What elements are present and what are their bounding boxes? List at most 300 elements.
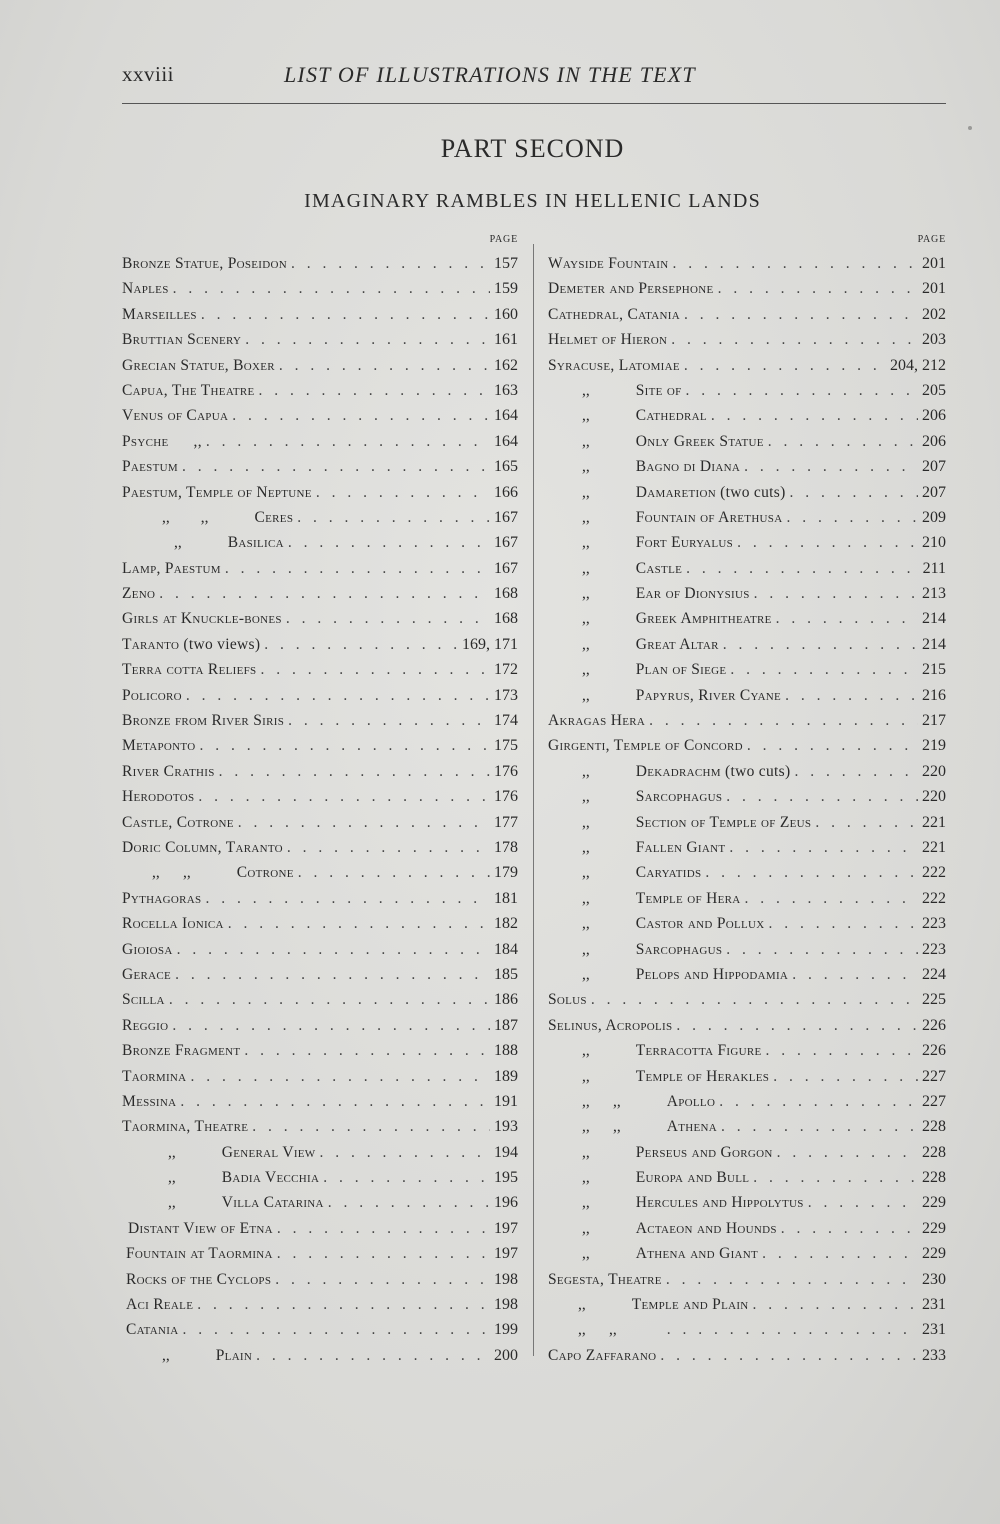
page-number: 222 [922,889,946,907]
page-number: 220 [922,762,946,780]
illustration-entry [122,581,518,606]
illustration-entry [548,1089,946,1114]
dot-leader [747,733,918,758]
dot-leader [762,1241,918,1266]
dot-leader [205,886,490,911]
dot-leader [287,835,490,860]
entry-label: Perseus and Gorgon [635,1143,773,1161]
illustration-entry [122,683,518,708]
ditto-mark: ,, [582,762,590,780]
illustration-entry [548,1013,946,1038]
illustration-entry [122,1343,518,1368]
illustration-entry [548,251,946,276]
dot-leader [726,937,918,962]
page-number: 222 [922,864,946,882]
entry-label: Herodotos [122,788,195,806]
page-number: 233 [922,1346,946,1364]
ditto-mark: ,, [582,381,590,399]
entry-label: Castle [635,559,683,577]
illustration-entry [122,962,518,987]
dot-leader [206,429,490,454]
dot-leader [773,1064,918,1089]
entry-label: Villa Catarina [221,1194,324,1212]
page-number: 226 [922,1016,946,1034]
entry-label: Marseilles [122,305,197,323]
page-number: 221 [922,813,946,831]
dot-leader [288,530,490,555]
dot-leader [225,556,490,581]
page-number: 166 [494,483,518,501]
page-folio: xxviii [122,62,175,86]
dot-leader [323,1165,490,1190]
entry-label: Ear of Dionysius [635,585,750,603]
entry-label: Badia Vecchia [221,1169,320,1187]
illustration-entry [122,429,518,454]
entry-label: Aci Reale [126,1296,194,1314]
dot-leader [591,987,918,1012]
dot-leader [754,581,918,606]
dot-leader [672,251,918,276]
ditto-mark: ,, [168,1143,176,1161]
illustration-entry [122,1064,518,1089]
illustration-entry [122,657,518,682]
page-number: 215 [922,661,946,679]
page-number: 178 [494,838,518,856]
dot-leader [238,810,490,835]
dot-leader [319,1140,490,1165]
page-number: 198 [494,1270,518,1288]
running-title: LIST OF ILLUSTRATIONS IN THE TEXT [284,62,696,87]
ditto-mark: ,, [582,788,590,806]
dot-leader [808,1190,918,1215]
ditto-mark: ,, [162,1346,170,1364]
dot-leader [718,276,918,301]
page-number: 201 [922,280,946,298]
illustration-entry [548,1241,946,1266]
ditto-mark: ,, [582,661,590,679]
dot-leader [183,1317,491,1342]
dot-leader [686,556,918,581]
dot-leader [228,911,490,936]
entry-label: Terracotta Figure [635,1042,762,1060]
entry-label: Doric Column, Taranto [122,838,283,856]
dot-leader [198,784,490,809]
dot-leader [753,1165,918,1190]
entry-label: River Crathis [122,762,215,780]
dot-leader [790,480,918,505]
column-divider [533,244,534,1356]
ditto-mark: ,, [582,1042,590,1060]
dot-leader [159,581,490,606]
entry-label: Damaretion (two cuts) [635,483,786,501]
dot-leader [297,505,490,530]
page-number: 217 [922,712,946,730]
illustration-entry [122,1013,518,1038]
entry-label: Girgenti, Temple of Concord [548,737,743,755]
illustration-entry [122,1089,518,1114]
page-number: 197 [494,1219,518,1237]
illustration-entry [548,1317,946,1342]
page-number: 229 [922,1194,946,1212]
ditto-mark: ,, ,, [578,1321,617,1339]
entry-label: Castor and Pollux [635,915,765,933]
illustration-entry [122,1216,518,1241]
illustration-entry [548,1114,946,1139]
illustration-entry [548,606,946,631]
illustration-entry [122,886,518,911]
illustration-entry [548,733,946,758]
page-number: 176 [494,762,518,780]
dot-leader [286,606,490,631]
page-number: 182 [494,915,518,933]
illustration-entry [122,378,518,403]
dot-leader [232,403,490,428]
page-number: 231 [922,1296,946,1314]
illustration-entry [548,1190,946,1215]
dot-leader [177,937,490,962]
dot-leader [298,860,490,885]
entry-label: Pythagoras [122,889,202,907]
page-number: 167 [494,508,518,526]
illustration-entry [122,403,518,428]
ditto-mark: ,, [582,610,590,628]
page-number: 229 [922,1219,946,1237]
illustration-entry [122,556,518,581]
illustration-entry [548,1343,946,1368]
illustration-entry [122,987,518,1012]
entry-label: Grecian Statue, Boxer [122,356,275,374]
entry-label: Sarcophagus [635,940,723,958]
illustration-entry [122,1317,518,1342]
entry-label: Cathedral [635,407,707,425]
entry-label: Bronze from River Siris [122,712,285,730]
entry-label: Paestum, Temple of Neptune [122,483,312,501]
entry-label: Policoro [122,686,182,704]
dot-leader [711,403,918,428]
illustration-entry [548,505,946,530]
entry-label: Messina [122,1092,177,1110]
entry-label: Caryatids [635,864,702,882]
illustration-entry [122,505,518,530]
illustration-entry [122,606,518,631]
entry-label: Only Greek Statue [635,432,764,450]
page-number: 221 [922,838,946,856]
dot-leader [186,683,490,708]
dot-leader [173,276,490,301]
entry-label: Castle, Cotrone [122,813,234,831]
entry-label: Temple of Herakles [635,1067,770,1085]
illustration-entry [122,759,518,784]
page-number: 207 [922,483,946,501]
page-number: 168 [494,610,518,628]
dot-leader [744,454,918,479]
page-number: 196 [494,1194,518,1212]
page-number: 214 [922,610,946,628]
dot-leader [753,1292,918,1317]
illustration-entry [548,784,946,809]
illustration-entry [122,480,518,505]
paper-speck [968,126,972,130]
illustration-entry [548,1140,946,1165]
illustration-entry [548,1292,946,1317]
dot-leader [288,708,490,733]
dot-leader [175,962,490,987]
page-number: 206 [922,432,946,450]
illustration-entry [122,1190,518,1215]
ditto-mark: ,, [582,534,590,552]
entry-label: Apollo [666,1092,716,1110]
illustration-entry [548,276,946,301]
page-number: 191 [494,1092,518,1110]
entry-label: Reggio [122,1016,169,1034]
illustration-entry [122,1140,518,1165]
entry-label: Wayside Fountain [548,255,669,272]
dot-leader [190,1064,490,1089]
illustration-entry [548,302,946,327]
page-number: 209 [922,508,946,526]
illustration-entry [548,429,946,454]
entry-label: Rocella Ionica [122,915,224,933]
illustration-entry [122,276,518,301]
entry-label: Athena [666,1118,718,1136]
illustration-entry [548,403,946,428]
page-number: 176 [494,788,518,806]
entry-label: Plain [215,1346,253,1364]
entry-label: Selinus, Acropolis [548,1016,673,1034]
illustration-entry [122,911,518,936]
right-illustration-list [548,251,946,1368]
ditto-mark: ,, [582,1194,590,1212]
ditto-mark: ,, [582,1219,590,1237]
ditto-mark: ,, [582,838,590,856]
right-column [548,233,946,1368]
ditto-mark: ,, [582,559,590,577]
illustration-entry [122,1165,518,1190]
dot-leader [744,886,918,911]
ditto-mark: ,, ,, [582,1118,621,1136]
entry-label: Temple of Hera [635,889,741,907]
dot-leader [666,1267,918,1292]
page-number: 203 [922,331,946,349]
page-number: 216 [922,686,946,704]
entry-label: Rocks of the Cyclops [126,1270,272,1288]
dot-leader [737,530,918,555]
ditto-mark: ,, [582,915,590,933]
illustration-entry [122,302,518,327]
entry-label: Cathedral, Catania [548,305,680,323]
page-number: 159 [494,280,518,298]
section-title: IMAGINARY RAMBLES IN HELLENIC LANDS [304,190,761,212]
entry-label: Great Altar [635,635,719,653]
ditto-mark: ,, [174,534,182,552]
entry-label: Fort Euryalus [635,534,734,552]
page-number: 195 [494,1169,518,1187]
page-number: 228 [922,1169,946,1187]
entry-label: Bronze Statue, Poseidon [122,255,287,272]
page-number: 224 [922,965,946,983]
illustration-entry [548,480,946,505]
dot-leader [684,302,918,327]
page-number: 164 [494,432,518,450]
entry-label: Ceres [254,508,294,526]
left-page-heading: PAGE [489,234,518,245]
page-number: 226 [922,1042,946,1060]
dot-leader [730,657,918,682]
entry-label: Greek Amphitheatre [635,610,772,628]
entry-label: Basilica [227,534,284,552]
entry-label: Zeno [122,585,156,603]
ditto-mark: ,, [582,432,590,450]
illustration-entry [548,886,946,911]
page-number: 210 [922,534,946,552]
entry-label: Naples [122,280,169,298]
entry-label: Papyrus, River Cyane [635,686,782,704]
illustration-entry [122,733,518,758]
dot-leader [729,835,918,860]
dot-leader [785,683,918,708]
page-number: 167 [494,534,518,552]
illustration-entry [122,1038,518,1063]
page-number: 175 [494,737,518,755]
entry-label: Bronze Fragment [122,1042,241,1060]
illustration-entry [122,860,518,885]
ditto-mark: ,, [582,635,590,653]
illustration-entry [548,759,946,784]
entry-label: Metaponto [122,737,196,755]
dot-leader [781,1216,918,1241]
illustration-entry [548,810,946,835]
dot-leader [172,1013,490,1038]
dot-leader [671,327,918,352]
page-number: 223 [922,915,946,933]
page-number: 173 [494,686,518,704]
illustration-entry [548,632,946,657]
page-number: 189 [494,1067,518,1085]
ditto-mark: ,, [582,1143,590,1161]
dot-leader [316,480,490,505]
header-rule [122,103,946,104]
dot-leader [252,1114,490,1139]
illustration-entry [548,683,946,708]
dot-leader [259,378,490,403]
dot-leader [815,810,918,835]
ditto-mark: ,, [582,965,590,983]
illustration-entry [548,911,946,936]
entry-label: Fountain of Arethusa [635,508,783,526]
dot-leader [660,1343,918,1368]
ditto-mark: ,, [582,407,590,425]
dot-leader [245,327,490,352]
page-number: 230 [922,1270,946,1288]
ditto-mark: ,, ,, [582,1092,621,1110]
running-head [122,62,946,92]
page-number: 184 [494,940,518,958]
dot-leader [260,657,490,682]
page-number: 177 [494,813,518,831]
entry-label: Taranto (two views) [122,635,261,653]
dot-leader [726,784,918,809]
illustration-entry [548,860,946,885]
page-number: 228 [922,1118,946,1136]
illustration-entry [122,1241,518,1266]
dot-leader [649,708,918,733]
ditto-mark: ,, [582,508,590,526]
entry-label: Cotrone [236,864,294,882]
dot-leader [777,1140,918,1165]
illustration-entry [122,454,518,479]
page-number: 188 [494,1042,518,1060]
illustration-entry [122,327,518,352]
dot-leader [291,251,490,276]
page-number: 169, 171 [462,635,518,653]
illustration-entry [122,251,518,276]
entry-label: Paestum [122,458,178,476]
illustration-entry [548,581,946,606]
illustration-entry [122,632,518,657]
dot-leader [264,632,458,657]
illustration-entry [548,353,946,378]
entry-label: Catania [126,1321,179,1339]
entry-label: Plan of Siege [635,661,727,679]
ditto-mark: ,, [582,1169,590,1187]
dot-leader [279,353,490,378]
dot-leader [705,860,918,885]
ditto-mark: ,, [582,813,590,831]
entry-label: Bruttian Scenery [122,331,242,349]
illustration-entry [548,1267,946,1292]
dot-leader [719,1089,918,1114]
page-number: 193 [494,1118,518,1136]
entry-label: General View [221,1143,316,1161]
page-number: 220 [922,788,946,806]
page-number: 157 [494,255,518,272]
page-number: 213 [922,585,946,603]
illustration-entry [548,657,946,682]
entry-label: Taormina [122,1067,187,1085]
entry-label: Capo Zaffarano [548,1346,657,1364]
illustration-entry [548,1064,946,1089]
entry-label: Fountain at Taormina [126,1245,273,1263]
illustration-entry [122,784,518,809]
entry-label: Temple and Plain [631,1296,749,1314]
dot-leader [794,759,918,784]
entry-label: Section of Temple of Zeus [635,813,812,831]
illustration-entry [548,937,946,962]
entry-label: Distant View of Etna [128,1219,273,1237]
page-number: 200 [494,1346,518,1364]
entry-note: (two views) [179,635,261,653]
entry-label: Scilla [122,991,165,1009]
illustration-entry [122,1292,518,1317]
illustration-entry [122,1114,518,1139]
page-number: 204, 212 [890,356,946,374]
entry-label: Hercules and Hippolytus [635,1194,804,1212]
ditto-mark: ,, [582,940,590,958]
entry-label: Akragas Hera [548,712,646,730]
illustration-entry [122,530,518,555]
illustration-entry [548,378,946,403]
ditto-mark: ,, ,, [162,508,209,526]
illustration-entry [548,835,946,860]
entry-note: (two cuts) [720,762,791,780]
right-page-heading: PAGE [917,234,946,245]
entry-label: Site of [635,381,682,399]
left-illustration-list [122,251,518,1368]
illustration-entry [548,1038,946,1063]
dot-leader [776,606,918,631]
page-number: 160 [494,305,518,323]
ditto-mark: ,, [578,1296,586,1314]
